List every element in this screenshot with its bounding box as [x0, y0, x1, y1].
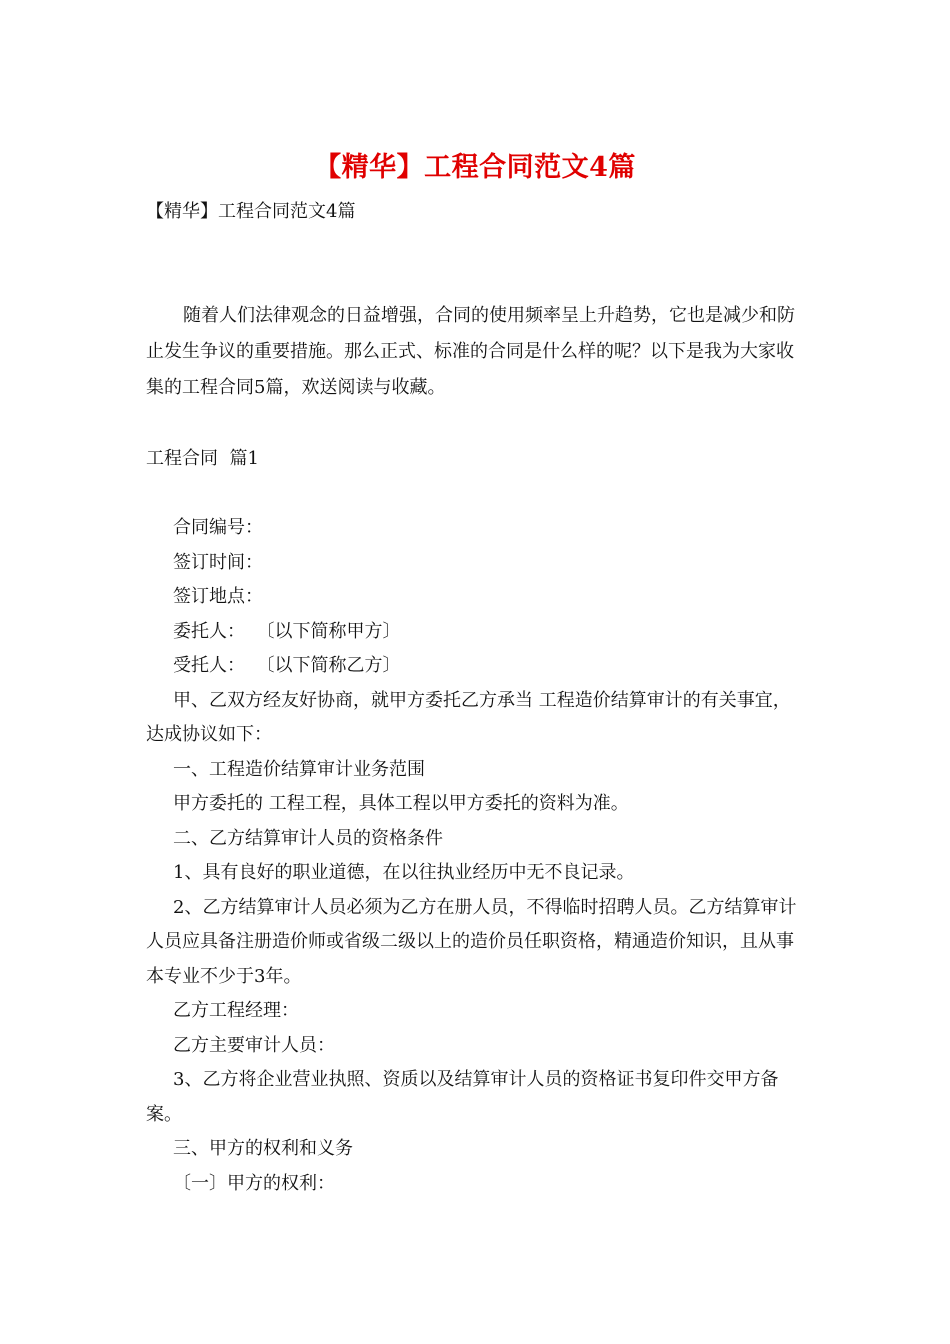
paragraph: 签订地点： [173, 586, 263, 607]
paragraph: 二、乙方结算审计人员的资格条件 [173, 827, 443, 849]
paragraph: 受托人： 〔以下简称乙方〕 [173, 655, 401, 676]
section-heading: 工程合同 篇1 [146, 448, 259, 469]
paragraph: 一、工程造价结算审计业务范围 [173, 758, 425, 780]
paragraph: 甲方委托的 工程工程，具体工程以甲方委托的资料为准。 [173, 793, 629, 814]
paragraph: 3、乙方将企业营业执照、资质以及结算审计人员的资格证书复印件交甲方备案。 [146, 1069, 779, 1125]
document-subtitle: 【精华】工程合同范文4篇 [146, 201, 356, 222]
paragraph: 委托人： 〔以下简称甲方〕 [173, 620, 401, 642]
paragraph: 乙方主要审计人员： [173, 1034, 335, 1056]
paragraph: 甲、乙双方经友好协商，就甲方委托乙方承当 工程造价结算审计的有关事宜，达成协议如下： [146, 689, 791, 745]
paragraph: 1、具有良好的职业道德，在以往执业经历中无不良记录。 [173, 862, 635, 883]
paragraph: 〔一〕甲方的权利： [173, 1172, 335, 1194]
paragraph: 合同编号： [173, 517, 263, 538]
paragraph: 2、乙方结算审计人员必须为乙方在册人员，不得临时招聘人员。乙方结算审计人员应具备注册造价师或省级二级以上的造价员任职资格，精通造价知识，且从事本专业不少于3年。 [146, 896, 797, 987]
paragraph: 三、甲方的权利和义务 [173, 1138, 353, 1159]
paragraph: 签订时间： [173, 551, 263, 573]
intro-paragraph: 随着人们法律观念的日益增强，合同的使用频率呈上升趋势，它也是减少和防止发生争议的重要措施。那么正式、标准的合同是什么样的呢？以下是我为大家收集的工程合同5篇，欢送阅读与收藏。 [146, 305, 795, 398]
document-title: 【精华】工程合同范文4篇 [314, 152, 636, 183]
contract-body [146, 511, 808, 1201]
paragraph: 乙方工程经理： [173, 1000, 299, 1021]
